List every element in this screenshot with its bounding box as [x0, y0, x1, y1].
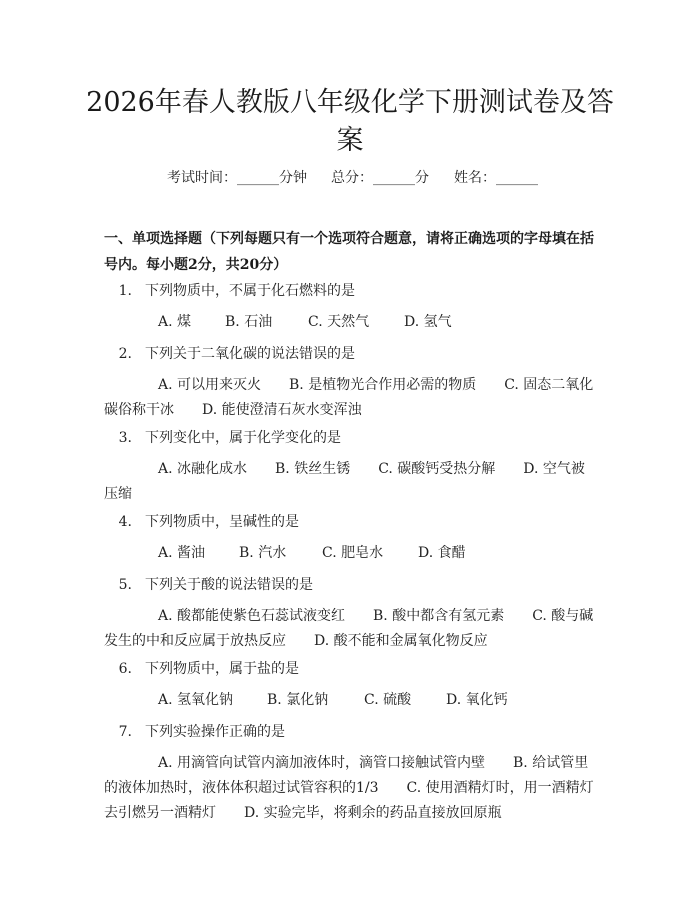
- total-score-field: 总分：______分: [331, 170, 429, 186]
- question-4: [118, 512, 598, 532]
- question-6: [118, 659, 598, 679]
- question-stem: 下列物质中，不属于化石燃料的是: [145, 283, 355, 299]
- option-a: A. 氢氧化钠: [158, 692, 234, 708]
- option-d: D. 食醋: [418, 545, 466, 561]
- question-number: 5.: [118, 577, 132, 593]
- question-number: 7.: [118, 724, 132, 740]
- option-b: B. 氯化钠: [267, 692, 329, 708]
- question-number: 1.: [118, 283, 132, 299]
- question-3-options: A. 冰融化成水 B. 铁丝生锈 C. 碳酸钙受热分解 D. 空气被压缩: [104, 461, 585, 502]
- question-stem: 下列关于酸的说法错误的是: [145, 577, 313, 593]
- option-a: A. 煤: [158, 314, 192, 330]
- question-number: 2.: [118, 346, 132, 362]
- option-a: A. 酱油: [158, 545, 206, 561]
- section-heading: 一、单项选择题（下列每题只有一个选项符合题意，请将正确选项的字母填在括号内。每小题2分，共20分）: [104, 231, 594, 273]
- question-2: [118, 344, 598, 364]
- question-5-options: A. 酸都能使紫色石蕊试液变红 B. 酸中都含有氢元素 C. 酸与碱发生的中和反应属于放热反应 D. 酸不能和金属氧化物反应: [104, 608, 594, 649]
- question-7: [118, 722, 598, 742]
- option-c: C. 肥皂水: [322, 545, 384, 561]
- option-c: C. 天然气: [308, 314, 370, 330]
- question-2-options: A. 可以用来灭火 B. 是植物光合作用必需的物质 C. 固态二氧化碳俗称干冰 D. 能使澄清石灰水变浑浊: [104, 377, 594, 418]
- question-7-options: A. 用滴管向试管内滴加液体时，滴管口接触试管内壁 B. 给试管里的液体加热时，液体体积超过试管容积的1/3 C. 使用酒精灯时，用一酒精灯去引燃另一酒精灯 D. 实验完毕，将剩余的药品直接放回原瓶: [104, 755, 594, 821]
- student-name-field: 姓名：______: [454, 170, 538, 186]
- question-1: [118, 281, 598, 301]
- question-stem: 下列物质中，属于盐的是: [145, 661, 299, 677]
- question-stem: 下列关于二氧化碳的说法错误的是: [145, 346, 355, 362]
- question-4-options: [158, 541, 578, 566]
- document-title: 2026年春人教版八年级化学下册测试卷及答案: [86, 87, 614, 156]
- question-number: 3.: [118, 430, 132, 446]
- question-6-options: [158, 688, 578, 713]
- option-b: B. 汽水: [239, 545, 287, 561]
- question-5: [118, 575, 598, 595]
- exam-time-field: 考试时间：______分钟: [167, 170, 307, 186]
- option-d: D. 氧化钙: [446, 692, 508, 708]
- question-3: [118, 428, 598, 448]
- question-stem: 下列变化中，属于化学变化的是: [145, 430, 341, 446]
- question-stem: 下列实验操作正确的是: [145, 724, 285, 740]
- question-number: 6.: [118, 661, 132, 677]
- option-c: C. 硫酸: [364, 692, 412, 708]
- question-1-options: [158, 310, 578, 335]
- question-number: 4.: [118, 514, 132, 530]
- question-stem: 下列物质中，呈碱性的是: [145, 514, 299, 530]
- option-b: B. 石油: [225, 314, 273, 330]
- option-d: D. 氢气: [404, 314, 452, 330]
